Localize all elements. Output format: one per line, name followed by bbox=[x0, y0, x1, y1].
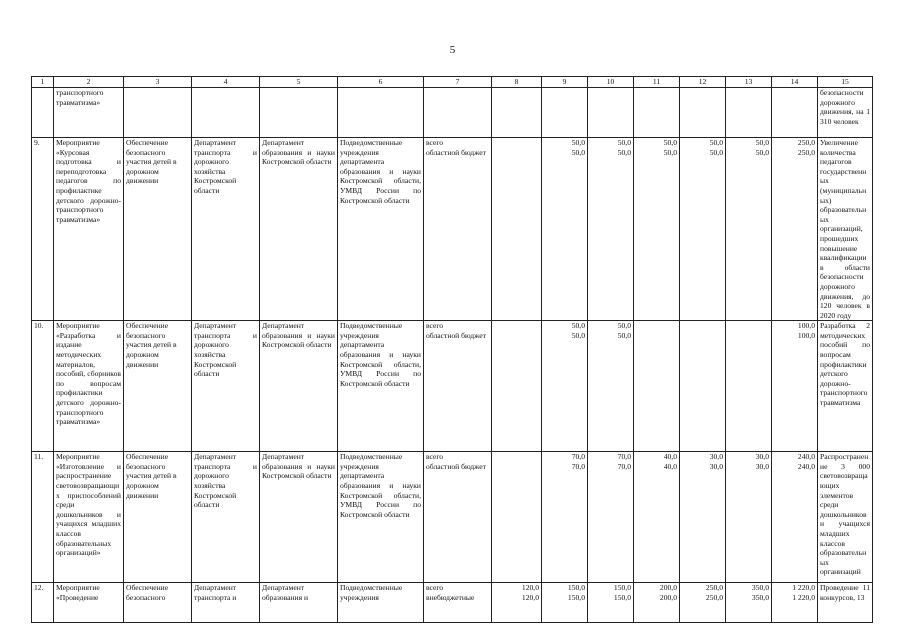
amount-value: 50,0 bbox=[571, 330, 585, 340]
amount-cell bbox=[726, 138, 772, 321]
responsible-cell: Департамент транспорта и дорожного хозяйства Костромской области bbox=[192, 452, 260, 583]
amount-value: 50,0 bbox=[617, 330, 631, 340]
table-row bbox=[32, 321, 873, 452]
program-table bbox=[31, 76, 873, 623]
amount-value bbox=[494, 452, 539, 462]
amount-value: 150,0 bbox=[613, 592, 631, 602]
header-cell: 1 bbox=[32, 77, 54, 88]
amount-value bbox=[728, 321, 769, 331]
table-cell bbox=[492, 88, 542, 138]
header-cell: 11 bbox=[634, 77, 680, 88]
amount-cell bbox=[680, 452, 726, 583]
amount-cell bbox=[542, 452, 588, 583]
row-number-cell: 9. bbox=[32, 138, 54, 321]
amount-value: 30,0 bbox=[755, 461, 769, 471]
amount-value: 70,0 bbox=[571, 452, 585, 462]
amount-cell bbox=[492, 138, 542, 321]
result-cell: Распространение 3 000 световозвращающих элементов среди дошкольников и учащихся младших классов образовательных организаций bbox=[818, 452, 873, 583]
goal-cell: Обеспечение безопасного участия детей в дорожном движении bbox=[124, 452, 192, 583]
amount-cell bbox=[588, 583, 634, 623]
table-row bbox=[32, 583, 873, 623]
amount-cell bbox=[542, 321, 588, 452]
amount-value: 200,0 bbox=[659, 583, 677, 593]
amount-value: 50,0 bbox=[663, 138, 677, 147]
header-cell: 6 bbox=[338, 77, 424, 88]
amount-value bbox=[494, 331, 539, 341]
result-cell: безопасности дорожного движения, на 1 310 человек bbox=[818, 88, 873, 138]
header-cell: 8 bbox=[492, 77, 542, 88]
amount-value: 150,0 bbox=[567, 583, 585, 593]
header-cell: 3 bbox=[124, 77, 192, 88]
header-cell: 13 bbox=[726, 77, 772, 88]
amount-value: 50,0 bbox=[755, 147, 769, 157]
amount-value bbox=[494, 462, 539, 472]
table-cell bbox=[124, 88, 192, 138]
amount-value: 70,0 bbox=[571, 461, 585, 471]
amount-value: 30,0 bbox=[755, 452, 769, 462]
amount-cell bbox=[726, 583, 772, 623]
result-cell: Разработка 2 методических пособий по вопросам профилактики детского дорожно-транспортного травматизма bbox=[818, 321, 873, 452]
page-number: 5 bbox=[449, 44, 456, 56]
amount-value: 50,0 bbox=[663, 147, 677, 157]
source-label: всего bbox=[426, 321, 444, 331]
amount-cell bbox=[588, 138, 634, 321]
activity-cell: Мероприятие «Курсовая подготовка и переподготовка педагогов по профилактике детского дорожно-транспортного травматизма» bbox=[54, 138, 124, 321]
header-cell: 15 bbox=[818, 77, 873, 88]
table-cell bbox=[424, 88, 492, 138]
row-number-cell: 11. bbox=[32, 452, 54, 583]
header-cell: 14 bbox=[772, 77, 818, 88]
table-row bbox=[32, 452, 873, 583]
header-row bbox=[32, 77, 873, 88]
goal-cell: Обеспечение безопасного участия детей в дорожном движении bbox=[124, 138, 192, 321]
table-cell bbox=[338, 88, 424, 138]
amount-value bbox=[682, 331, 723, 341]
header-cell: 9 bbox=[542, 77, 588, 88]
amount-value: 250,0 bbox=[797, 138, 815, 147]
amount-value: 100,0 bbox=[797, 321, 815, 331]
amount-value bbox=[682, 321, 723, 331]
activity-cell: транспортного травматизма» bbox=[54, 88, 124, 138]
amount-cell bbox=[680, 583, 726, 623]
activity-cell: Мероприятие «Проведение bbox=[54, 583, 124, 623]
amount-cell bbox=[492, 583, 542, 623]
header-cell: 2 bbox=[54, 77, 124, 88]
amount-cell bbox=[542, 138, 588, 321]
amount-value: 50,0 bbox=[571, 147, 585, 157]
table-body bbox=[32, 77, 873, 623]
table-cell bbox=[634, 88, 680, 138]
amount-value bbox=[494, 321, 539, 331]
amount-cell bbox=[492, 321, 542, 452]
amount-value: 1 220,0 bbox=[792, 583, 815, 593]
source-label: всего bbox=[426, 138, 444, 147]
result-cell: Проведение 11 конкурсов, 13 bbox=[818, 583, 873, 623]
source-cell bbox=[424, 321, 492, 452]
result-cell: Увеличение количества педагогов государственных (муниципальных) образовательных организаций, прошедших повышение квалификации в области безопасности дорожного движения, до 120 человек в 2020 году bbox=[818, 138, 873, 321]
participants-cell: Подведомственные учреждения департамента образования и науки Костромской области, УМВД России по Костромской области bbox=[338, 321, 424, 452]
amount-cell bbox=[772, 452, 818, 583]
header-cell: 5 bbox=[260, 77, 338, 88]
source-label: областной бюджет bbox=[426, 461, 486, 471]
amount-cell bbox=[634, 138, 680, 321]
table-cell bbox=[588, 88, 634, 138]
amount-value: 50,0 bbox=[571, 138, 585, 147]
table-cell bbox=[32, 88, 54, 138]
amount-value bbox=[636, 321, 677, 331]
amount-value: 240,0 bbox=[797, 452, 815, 462]
amount-value: 50,0 bbox=[571, 321, 585, 331]
amount-cell bbox=[772, 321, 818, 452]
amount-value: 1 220,0 bbox=[792, 592, 815, 602]
responsible-cell: Департамент транспорта и bbox=[192, 583, 260, 623]
amount-cell bbox=[492, 452, 542, 583]
amount-value: 150,0 bbox=[567, 592, 585, 602]
header-cell: 4 bbox=[192, 77, 260, 88]
amount-value bbox=[728, 331, 769, 341]
amount-cell bbox=[680, 321, 726, 452]
amount-value bbox=[494, 148, 539, 158]
table-row bbox=[32, 138, 873, 321]
coexecutor-cell: Департамент образования и науки Костромской области bbox=[260, 321, 338, 452]
amount-cell bbox=[634, 321, 680, 452]
source-label: внебюджетные bbox=[426, 592, 475, 602]
source-label: всего bbox=[426, 583, 444, 593]
responsible-cell: Департамент транспорта и дорожного хозяйства Костромской области bbox=[192, 138, 260, 321]
table-cell bbox=[680, 88, 726, 138]
coexecutor-cell: Департамент образования и науки Костромской области bbox=[260, 138, 338, 321]
source-cell bbox=[424, 138, 492, 321]
amount-value: 120,0 bbox=[521, 592, 539, 602]
amount-value: 70,0 bbox=[617, 452, 631, 462]
amount-cell bbox=[634, 452, 680, 583]
responsible-cell: Департамент транспорта и дорожного хозяйства Костромской области bbox=[192, 321, 260, 452]
amount-cell bbox=[588, 452, 634, 583]
amount-value: 150,0 bbox=[613, 583, 631, 593]
table-cell bbox=[542, 88, 588, 138]
activity-cell: Мероприятие «Изготовление и распространение световозвращающих приспособлений среди дошкольников и учащихся младших классов образовательных организаций» bbox=[54, 452, 124, 583]
amount-cell bbox=[726, 321, 772, 452]
amount-value: 50,0 bbox=[617, 138, 631, 147]
amount-cell bbox=[680, 138, 726, 321]
participants-cell: Подведомственные учреждения департамента образования и науки Костромской области, УМВД России по Костромской области bbox=[338, 452, 424, 583]
table-cell bbox=[260, 88, 338, 138]
amount-cell bbox=[542, 583, 588, 623]
amount-value: 50,0 bbox=[617, 321, 631, 331]
amount-value: 100,0 bbox=[797, 330, 815, 340]
amount-value: 70,0 bbox=[617, 461, 631, 471]
amount-value: 30,0 bbox=[709, 461, 723, 471]
coexecutor-cell: Департамент образования и науки Костромской области bbox=[260, 452, 338, 583]
amount-cell bbox=[726, 452, 772, 583]
amount-value: 250,0 bbox=[705, 583, 723, 593]
coexecutor-cell: Департамент образования и bbox=[260, 583, 338, 623]
participants-cell: Подведомственные учреждения департамента образования и науки Костромской области, УМВД России по Костромской области bbox=[338, 138, 424, 321]
amount-cell bbox=[772, 138, 818, 321]
row-number-cell: 12. bbox=[32, 583, 54, 623]
table-cell bbox=[192, 88, 260, 138]
table-cell bbox=[726, 88, 772, 138]
amount-value: 120,0 bbox=[521, 583, 539, 593]
amount-value: 50,0 bbox=[617, 147, 631, 157]
goal-cell: Обеспечение безопасного участия детей в дорожном движении bbox=[124, 321, 192, 452]
amount-value: 240,0 bbox=[797, 461, 815, 471]
source-label: всего bbox=[426, 452, 444, 462]
amount-value: 40,0 bbox=[663, 461, 677, 471]
amount-value bbox=[636, 331, 677, 341]
header-cell: 12 bbox=[680, 77, 726, 88]
source-label: областной бюджет bbox=[426, 147, 486, 157]
amount-value bbox=[494, 138, 539, 148]
participants-cell: Подведомственные учреждения bbox=[338, 583, 424, 623]
source-cell bbox=[424, 583, 492, 623]
amount-value: 250,0 bbox=[797, 147, 815, 157]
source-cell bbox=[424, 452, 492, 583]
header-cell: 10 bbox=[588, 77, 634, 88]
continuation-row bbox=[32, 88, 873, 138]
amount-value: 30,0 bbox=[709, 452, 723, 462]
source-label: областной бюджет bbox=[426, 330, 486, 340]
goal-cell: Обеспечение безопасного bbox=[124, 583, 192, 623]
amount-value: 50,0 bbox=[709, 138, 723, 147]
table-cell bbox=[772, 88, 818, 138]
amount-value: 40,0 bbox=[663, 452, 677, 462]
amount-value: 350,0 bbox=[751, 592, 769, 602]
amount-value: 250,0 bbox=[705, 592, 723, 602]
row-number-cell: 10. bbox=[32, 321, 54, 452]
amount-value: 350,0 bbox=[751, 583, 769, 593]
amount-value: 50,0 bbox=[709, 147, 723, 157]
amount-cell bbox=[634, 583, 680, 623]
header-cell: 7 bbox=[424, 77, 492, 88]
activity-cell: Мероприятие «Разработка и издание методических материалов, пособий, сборников по вопросам профилактики детского дорожно-транспортного травматизма» bbox=[54, 321, 124, 452]
amount-value: 200,0 bbox=[659, 592, 677, 602]
amount-cell bbox=[588, 321, 634, 452]
amount-value: 50,0 bbox=[755, 138, 769, 147]
amount-cell bbox=[772, 583, 818, 623]
